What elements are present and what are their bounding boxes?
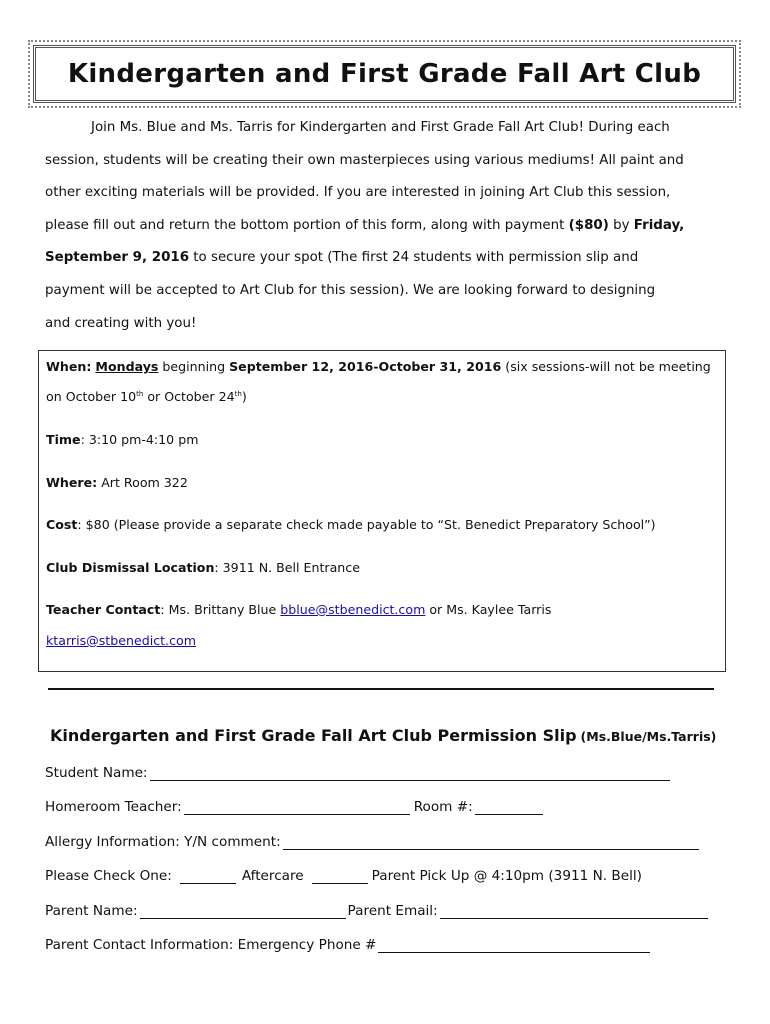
student-name-input[interactable] (150, 767, 670, 781)
intro-line: other exciting materials will be provided. If you are interested in joining Art Club this session, (45, 185, 671, 201)
meeting-dates: September 12, 2016-October 31, 2016 (229, 359, 502, 374)
deadline-day: Friday, (633, 217, 685, 233)
when-row-continued: on October 10th or October 24th) (46, 389, 247, 404)
email-link-ktarris[interactable]: ktarris@stbenedict.com (46, 633, 196, 648)
slip-teachers: (Ms.Blue/Ms.Tarris) (580, 729, 717, 744)
payment-amount: ($80) (568, 217, 609, 233)
where-row: Where: Art Room 322 (46, 475, 188, 490)
intro-line: session, students will be creating their own masterpieces using various mediums! All paint and (45, 152, 684, 168)
aftercare-checkbox[interactable] (180, 870, 236, 884)
club-details-box (38, 350, 726, 672)
time-row: Time: 3:10 pm-4:10 pm (46, 432, 199, 447)
dismissal-row: Club Dismissal Location: 3911 N. Bell Entrance (46, 560, 360, 575)
dismissal-choice-field: Please Check One: Aftercare Parent Pick Up @ 4:10pm (3911 N. Bell) (45, 868, 642, 884)
homeroom-field: Homeroom Teacher: Room #: (45, 799, 545, 815)
intro-paragraph (45, 112, 725, 340)
when-row: When: Mondays beginning September 12, 2016-October 31, 2016 (six sessions-will not be meeting (46, 359, 711, 374)
parent-name-input[interactable] (140, 905, 346, 919)
parent-contact-field: Parent Contact Information: Emergency Phone # (45, 937, 652, 953)
parent-email-input[interactable] (440, 905, 708, 919)
allergy-comment-input[interactable] (283, 836, 699, 850)
cut-line (48, 688, 714, 690)
teacher-contact-row-continued (46, 633, 718, 648)
room-number-input[interactable] (475, 801, 543, 815)
parent-pickup-checkbox[interactable] (312, 870, 368, 884)
parent-name-field: Parent Name: Parent Email: (45, 903, 710, 919)
emergency-phone-input[interactable] (378, 939, 650, 953)
intro-line: Join Ms. Blue and Ms. Tarris for Kindergarten and First Grade Fall Art Club! During each (91, 120, 670, 135)
teacher-contact-row: Teacher Contact: Ms. Brittany Blue bblue@stbenedict.com or Ms. Kaylee Tarris (46, 602, 552, 617)
student-name-field: Student Name: (45, 765, 672, 781)
page-title: Kindergarten and First Grade Fall Art Club (67, 59, 702, 89)
deadline-date: September 9, 2016 (45, 250, 190, 266)
intro-line: September 9, 2016 to secure your spot (The first 24 students with permission slip and (45, 250, 639, 266)
email-link-bblue[interactable]: bblue@stbenedict.com (280, 602, 426, 617)
cost-row: Cost: $80 (Please provide a separate check made payable to “St. Benedict Preparatory School”) (46, 517, 656, 532)
allergy-field: Allergy Information: Y/N comment: (45, 834, 701, 850)
permission-slip-title: Kindergarten and First Grade Fall Art Club Permission Slip (Ms.Blue/Ms.Tarris) (50, 726, 717, 745)
homeroom-teacher-input[interactable] (184, 801, 410, 815)
intro-line: and creating with you! (45, 315, 197, 331)
intro-line: please fill out and return the bottom portion of this form, along with payment ($80) by Friday, (45, 217, 685, 233)
meeting-day: Mondays (95, 359, 159, 374)
intro-line: payment will be accepted to Art Club for this session). We are looking forward to designing (45, 282, 656, 298)
title-banner (33, 45, 736, 103)
